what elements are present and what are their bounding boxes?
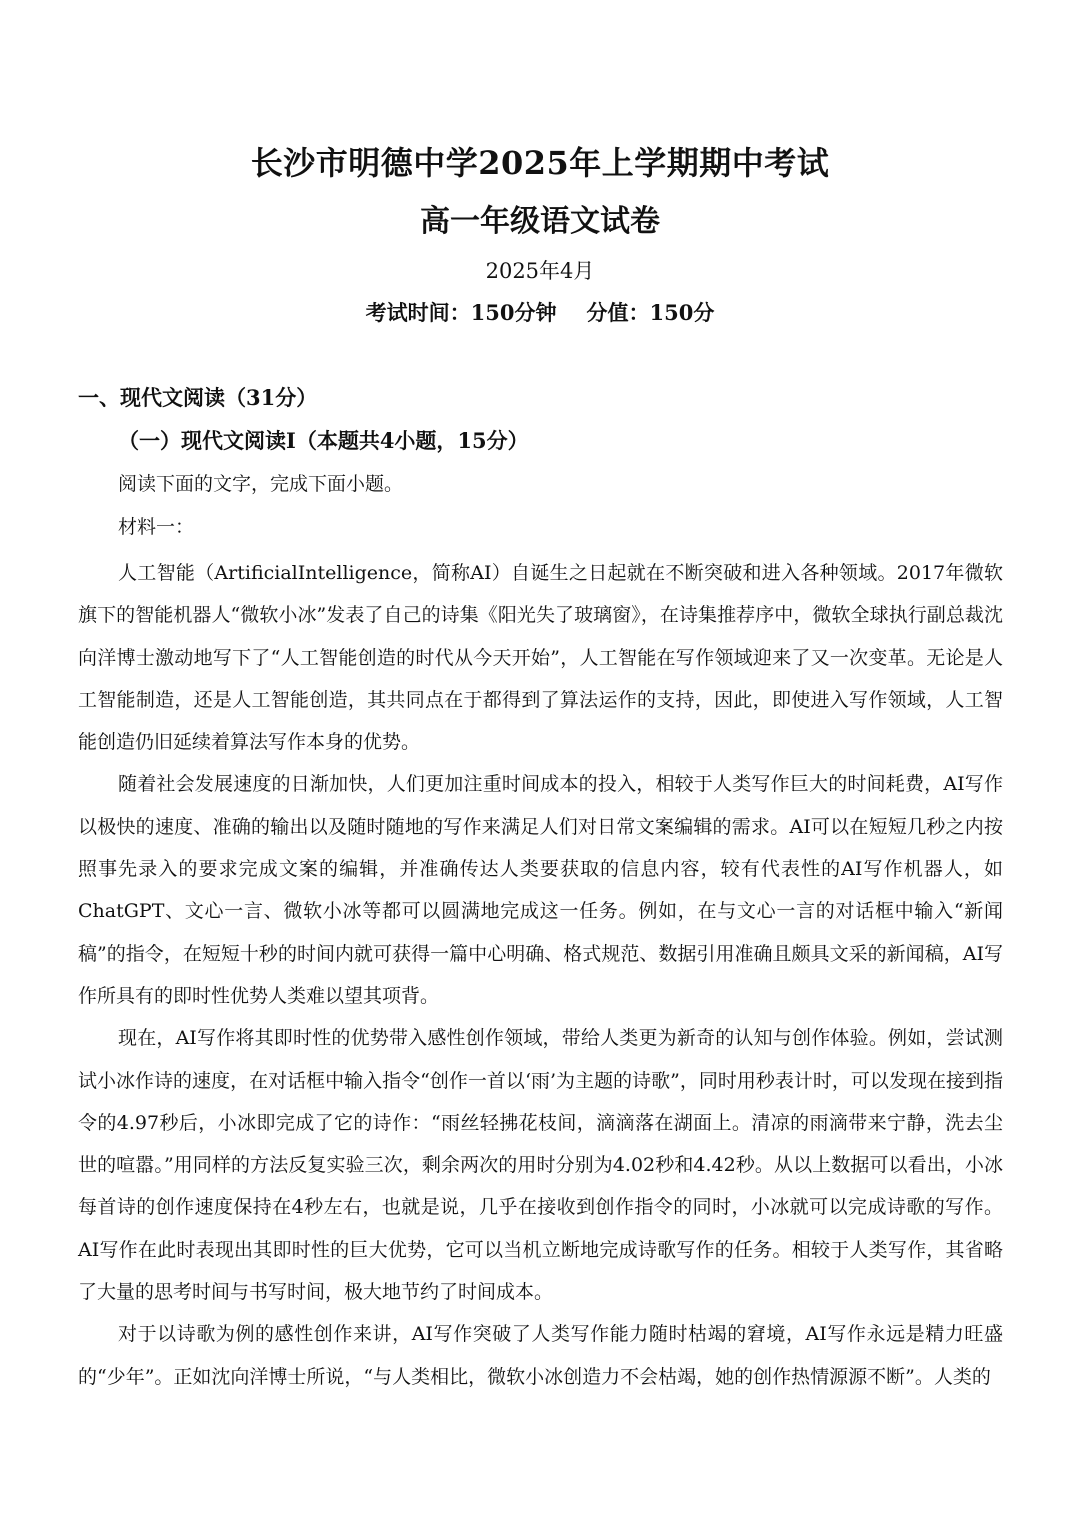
paragraph-3: 现在，AI写作将其即时性的优势带入感性创作领域，带给人类更为新奇的认知与创作体验。例如，尝试测试小冰作诗的速度，在对话框中输入指令“创作一首以‘雨’为主题的诗歌”，同时用秒表计时，可以发现在接到指令的4.97秒后，小冰即完成了它的诗作：“雨丝轻拂花枝间，滴滴落在湖面上。清凉的雨滴带来宁静，洗去尘世的喧嚣。”用同样的方法反复实验三次，剩余两次的用时分别为4.02秒和4.42秒。从以上数据可以看出，小冰每首诗的创作速度保持在4秒左右，也就是说，几乎在接收到创作指令的同时，小冰就可以完成诗歌的写作。AI写作在此时表现出其即时性的巨大优势，它可以当机立断地完成诗歌写作的任务。相较于人类写作，其省略了大量的思考时间与书写时间，极大地节约了时间成本。 bbox=[78, 1027, 1003, 1304]
exam-title: 长沙市明德中学2025年上学期期中考试 bbox=[250, 144, 830, 182]
paragraph-1: 人工智能（ArtificialIntelligence，简称AI）自诞生之日起就在不断突破和进入各种领域。2017年微软旗下的智能机器人“微软小冰”发表了自己的诗集《阳光失了玻璃窗》，在诗集推荐序中，微软全球执行副总裁沈向洋博士激动地写下了“人工智能创造的时代从今天开始”，人工智能在写作领域迎来了又一次变革。无论是人工智能制造，还是人工智能创造，其共同点在于都得到了算法运作的支持，因此，即使进入写作领域，人工智能创造仍旧延续着算法写作本身的优势。 bbox=[78, 562, 1003, 754]
passage-body bbox=[78, 552, 1003, 1398]
exam-meta bbox=[0, 298, 1080, 328]
paragraph-4: 对于以诗歌为例的感性创作来讲，AI写作突破了人类写作能力随时枯竭的窘境，AI写作永远是精力旺盛的“少年”。正如沈向洋博士所说，“与人类相比，微软小冰创造力不会枯竭，她的创作热情源源不断”。人类的 bbox=[78, 1323, 1003, 1388]
exam-subtitle: 高一年级语文试卷 bbox=[420, 204, 660, 239]
section-heading: 一、现代文阅读（31分） bbox=[78, 385, 318, 410]
subsection-heading: （一）现代文阅读Ⅰ（本题共4小题，15分） bbox=[118, 428, 529, 453]
paragraph-2: 随着社会发展速度的日渐加快，人们更加注重时间成本的投入，相较于人类写作巨大的时间耗费，AI写作以极快的速度、准确的输出以及随时随地的写作来满足人们对日常文案编辑的需求。AI可以在短短几秒之内按照事先录入的要求完成文案的编辑，并准确传达人类要获取的信息内容，较有代表性的AI写作机器人，如ChatGPT、文心一言、微软小冰等都可以圆满地完成这一任务。例如，在与文心一言的对话框中输入“新闻稿”的指令，在短短十秒的时间内就可获得一篇中心明确、格式规范、数据引用准确且颇具文采的新闻稿，AI写作所具有的即时性优势人类难以望其项背。 bbox=[78, 773, 1003, 1007]
exam-date: 2025年4月 bbox=[485, 259, 595, 283]
exam-time: 考试时间：150分钟 bbox=[365, 300, 557, 325]
material-label: 材料一： bbox=[118, 516, 195, 538]
exam-score: 分值：150分 bbox=[586, 300, 715, 325]
reading-instruction: 阅读下面的文字，完成下面小题。 bbox=[118, 473, 404, 495]
